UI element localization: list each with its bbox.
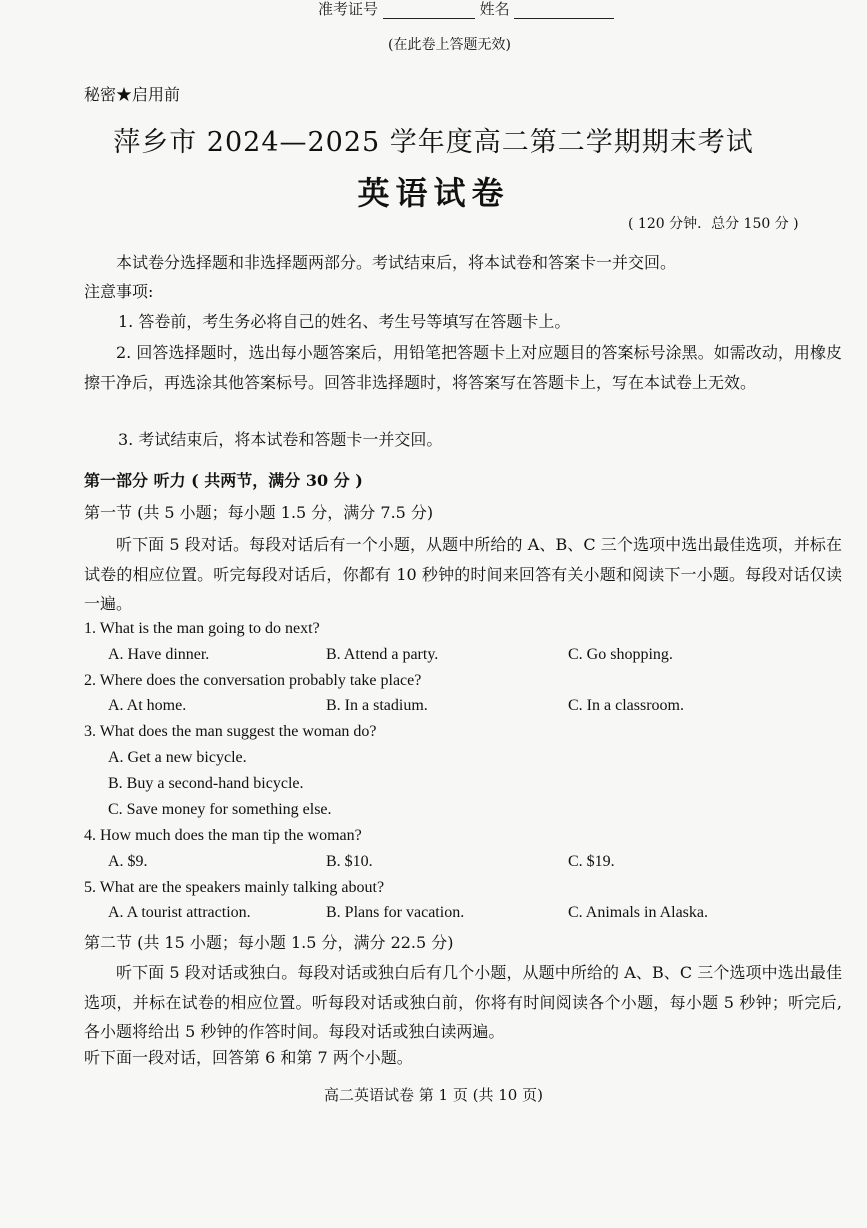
name-blank — [514, 4, 614, 19]
name-label: 姓名 — [479, 0, 510, 18]
section1-heading: 第一节 (共 5 小题；每小题 1.5 分，满分 7.5 分) — [84, 503, 434, 522]
question-3-option-b: B. Buy a second-hand bicycle. — [108, 775, 304, 792]
question-3-stem: 3. What does the man suggest the woman do? — [84, 723, 377, 740]
question-2-option-b: B. In a stadium. — [326, 697, 428, 714]
question-1-stem: 1. What is the man going to do next? — [84, 620, 320, 637]
invalid-answer-note: (在此卷上答题无效) — [388, 37, 511, 53]
question-4-option-a: A. $9. — [108, 853, 148, 870]
candidate-info-line — [318, 0, 614, 19]
question-2-option-a: A. At home. — [108, 697, 187, 714]
notice-item-1: 1. 答卷前，考生务必将自己的姓名、考生号等填写在答题卡上。 — [118, 312, 571, 331]
section2-heading: 第二节 (共 15 小题；每小题 1.5 分，满分 22.5 分) — [84, 933, 454, 952]
question-3-option-c: C. Save money for something else. — [108, 801, 332, 818]
section2-instructions: 听下面 5 段对话或独白。每段对话或独白后有几个小题，从题中所给的 A、B、C 三个选项中选出最佳选项，并标在试卷的相应位置。听每段对话或独白前，你将有时间阅读各个小题，每小题 5 秒钟；听完后,各小题将给出 5 秒钟的作答时间。每段对话或独白读两遍。 — [84, 963, 842, 1041]
question-5-option-b: B. Plans for vacation. — [326, 904, 465, 921]
page-footer: 高二英语试卷 第 1 页 (共 10 页) — [324, 1086, 543, 1104]
exam-title: 萍乡市 2024—2025 学年度高二第二学期期末考试 — [113, 127, 754, 158]
part1-heading: 第一部分 听力 ( 共两节，满分 30 分 ) — [84, 471, 363, 490]
admission-number-blank — [383, 4, 475, 19]
question-4-stem: 4. How much does the man tip the woman? — [84, 827, 362, 844]
question-4-option-c: C. $19. — [568, 853, 615, 870]
question-2-stem: 2. Where does the conversation probably take place? — [84, 672, 422, 689]
notice-heading: 注意事项: — [84, 282, 154, 301]
notice-item-2: 2. 回答选择题时，选出每小题答案后，用铅笔把答题卡上对应题目的答案标号涂黑。如需改动，用橡皮擦干净后，再选涂其他答案标号。回答非选择题时，将答案写在答题卡上，写在本试卷上无效。 — [84, 343, 842, 392]
paper-title: 英语试卷 — [357, 174, 510, 212]
notice-item-3: 3. 考试结束后，将本试卷和答题卡一并交回。 — [118, 430, 443, 449]
question-1-option-a: A. Have dinner. — [108, 646, 210, 663]
question-3-option-a: A. Get a new bicycle. — [108, 749, 247, 766]
question-1-option-c: C. Go shopping. — [568, 646, 673, 663]
question-5-option-c: C. Animals in Alaska. — [568, 904, 708, 921]
exam-summary: 本试卷分选择题和非选择题两部分。考试结束后，将本试卷和答案卡一并交回。 — [116, 253, 677, 272]
question-2-option-c: C. In a classroom. — [568, 697, 684, 714]
admission-number-label: 准考证号 — [318, 0, 379, 18]
secret-mark: 秘密★启用前 — [84, 85, 181, 104]
section1-instructions: 听下面 5 段对话。每段对话后有一个小题，从题中所给的 A、B、C 三个选项中选出最佳选项，并标在试卷的相应位置。听完每段对话后，你都有 10 秒钟的时间来回答有关小题和阅读下一小题。每段对话仅读一遍。 — [84, 535, 842, 613]
time-and-score-info: ( 120 分钟．总分 150 分 ) — [628, 216, 799, 232]
section2-next-prompt: 听下面一段对话，回答第 6 和第 7 两个小题。 — [84, 1048, 413, 1067]
question-4-option-b: B. $10. — [326, 853, 373, 870]
question-1-option-b: B. Attend a party. — [326, 646, 439, 663]
question-5-option-a: A. A tourist attraction. — [108, 904, 251, 921]
question-5-stem: 5. What are the speakers mainly talking about? — [84, 879, 385, 896]
